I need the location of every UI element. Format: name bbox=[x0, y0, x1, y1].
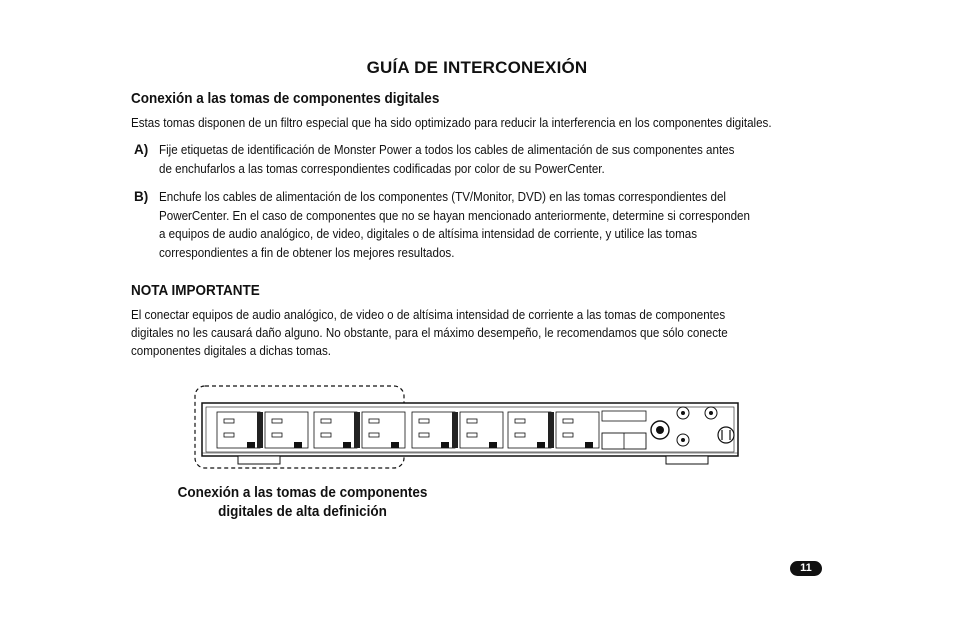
right-foot bbox=[666, 456, 708, 464]
item-a-line: de enchufarlos a las tomas correspondientes codificadas por color de su PowerCenter. bbox=[159, 160, 605, 176]
note-heading: NOTA IMPORTANTE bbox=[131, 282, 260, 299]
section-heading-digital-outlets: Conexión a las tomas de componentes digitales bbox=[131, 90, 440, 107]
item-b-line: Enchufe los cables de alimentación de los componentes (TV/Monitor, DVD) en las tomas correspondientes del bbox=[159, 189, 727, 204]
caption-line: digitales de alta definición bbox=[218, 503, 387, 520]
note-line: digitales no les causará daño alguno. No obstante, para el máximo desempeño, le recomendamos que sólo conecte bbox=[131, 325, 728, 340]
item-b-line: PowerCenter. En el caso de componentes que no se hayan mencionado anteriormente, determine si corresponden bbox=[159, 207, 750, 223]
figure-caption bbox=[130, 483, 475, 521]
powercenter-rear-panel-illustration bbox=[190, 383, 750, 483]
note-line: componentes digitales a dichas tomas. bbox=[131, 343, 331, 358]
item-b-line: a equipos de audio analógico, de video, digitales o de altísima intensidad de corriente, y utilice las tomas bbox=[159, 226, 698, 241]
item-b-line: correspondientes a fin de obtener los mejores resultados. bbox=[159, 244, 455, 260]
item-b-letter: B) bbox=[134, 189, 149, 204]
item-a-line: Fije etiquetas de identificación de Monster Power a todos los cables de alimentación de sus componentes antes bbox=[159, 142, 735, 157]
note-text bbox=[131, 306, 728, 360]
item-a-text bbox=[159, 141, 734, 178]
left-foot bbox=[238, 456, 280, 464]
page-number-badge: 11 bbox=[790, 561, 822, 576]
section-intro: Estas tomas disponen de un filtro especial que ha sido optimizado para reducir la interferencia en los componentes digitales. bbox=[131, 115, 772, 130]
page-title: GUÍA DE INTERCONEXIÓN bbox=[366, 58, 588, 77]
note-line: El conectar equipos de audio analógico, de video o de altísima intensidad de corriente a las tomas de componentes bbox=[131, 307, 726, 322]
item-b-text bbox=[159, 188, 750, 262]
item-a-letter: A) bbox=[134, 142, 149, 157]
caption-line: Conexión a las tomas de componentes bbox=[177, 484, 428, 501]
